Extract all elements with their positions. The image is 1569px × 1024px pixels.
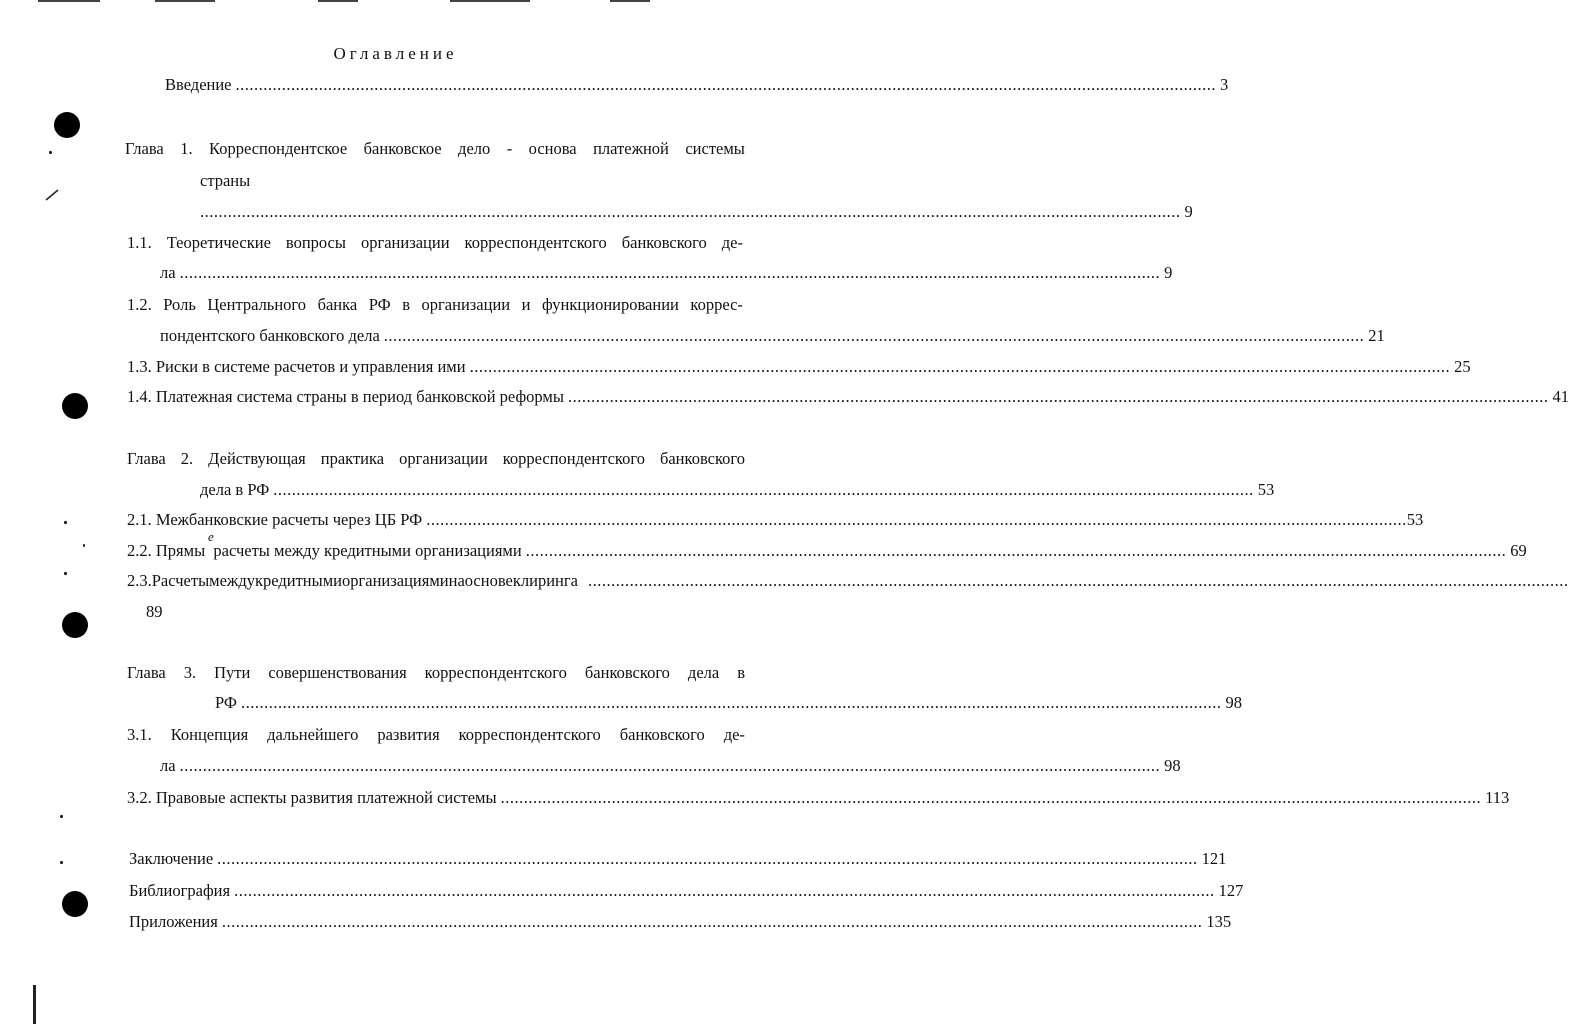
page-number: 69: [1510, 541, 1527, 560]
chapter-2-title-cont: [200, 479, 1275, 501]
page-number: 121: [1201, 849, 1227, 868]
section-1-1-cont: [160, 262, 1173, 284]
word: Концепция: [170, 725, 249, 744]
toc-entry-appendices: [129, 911, 1232, 933]
dot-leader: ....................................................................................................................................................................................................................: [587, 571, 1569, 590]
word: -: [506, 139, 513, 158]
toc-label: Приложения: [129, 912, 218, 931]
toc-label: 1.3. Риски в системе расчетов и управления ими: [127, 357, 466, 376]
toc-entry-bibliography: [129, 880, 1244, 902]
page-number: 135: [1206, 912, 1232, 931]
word: корреспондентского: [502, 449, 645, 468]
word: 3.: [183, 663, 197, 682]
word: организации: [399, 449, 488, 468]
section-1-3: [127, 356, 1471, 378]
scan-artifact-top-line: [318, 0, 358, 2]
chapter-3-title-cont: [215, 692, 1242, 714]
dot-leader: ....................................................................................................................................................................................................................: [179, 263, 1161, 282]
page-number: 21: [1368, 326, 1385, 345]
word: банковского: [584, 663, 670, 682]
word: организациями: [341, 571, 449, 590]
word: банковское: [363, 139, 442, 158]
section-3-1-cont: [160, 755, 1181, 777]
word: дело: [458, 139, 491, 158]
word: 1.1.: [127, 233, 152, 252]
toc-label: дела в РФ: [200, 480, 270, 499]
section-1-4: [127, 386, 1569, 408]
section-1-2: [127, 294, 743, 316]
dot-leader: ....................................................................................................................................................................................................................: [383, 326, 1365, 345]
word: 2.: [180, 449, 194, 468]
section-2-3-page: 89: [146, 602, 163, 621]
section-3-2: [127, 787, 1510, 809]
word: корреспондентского: [424, 663, 567, 682]
dot-leader: ....................................................................................................................................................................................................................: [200, 202, 1181, 221]
page-number: 53: [1257, 480, 1275, 499]
section-1-1: [127, 232, 743, 254]
dot-leader: ....................................................................................................................................................................................................................: [469, 357, 1451, 376]
toc-label: 2.2. Прямы расчеты между кредитными организациями: [127, 541, 522, 560]
word: платежной: [593, 139, 669, 158]
scan-speck: [49, 151, 52, 154]
word: де-: [721, 233, 743, 252]
word: организации: [360, 233, 450, 252]
word: корреспондентского: [464, 233, 607, 252]
handwritten-correction: е: [208, 529, 214, 544]
chapter-3-title: [127, 662, 745, 684]
page-number: 98: [1164, 756, 1181, 775]
word: системы: [685, 139, 745, 158]
word: вопросы: [285, 233, 346, 252]
word: корреспондентского: [458, 725, 601, 744]
scan-speck: [60, 861, 63, 864]
binder-hole: [62, 612, 88, 638]
dot-leader: ....................................................................................................................................................................................................................: [234, 881, 1215, 900]
word: Роль: [163, 295, 196, 314]
word: банка: [317, 295, 358, 314]
page-number: 53: [1406, 510, 1424, 529]
word: Пути: [214, 663, 251, 682]
scan-artifact-top-line: [38, 0, 100, 2]
page-number: 9: [1164, 263, 1173, 282]
word: 3.1.: [127, 725, 152, 744]
chapter-2-title: [127, 448, 745, 470]
page-number: 41: [1552, 387, 1569, 406]
toc-label: РФ: [215, 693, 237, 712]
dot-leader: ....................................................................................................................................................................................................................: [240, 693, 1222, 712]
chapter-1-page-line: [200, 201, 1193, 223]
pen-mark: [44, 186, 62, 202]
section-3-1: [127, 724, 745, 746]
word: Центрального: [207, 295, 307, 314]
scan-artifact-left-edge: [33, 985, 36, 1024]
word: 1.: [180, 139, 193, 158]
page-number: 127: [1218, 881, 1244, 900]
word: коррес-: [690, 295, 743, 314]
scan-speck: [64, 572, 67, 575]
word: Расчеты: [151, 571, 210, 590]
toc-label: 2.1. Межбанковские расчеты через ЦБ РФ: [127, 510, 423, 529]
toc-entry-introduction: [165, 74, 1229, 96]
toc-label: 3.2. Правовые аспекты развития платежной системы: [127, 788, 497, 807]
toc-label: Библиография: [129, 881, 231, 900]
word: клиринга: [512, 571, 578, 590]
word: между: [209, 571, 255, 590]
page-title: Оглавление: [333, 44, 458, 63]
word: функционировании: [542, 295, 679, 314]
word: банковского: [619, 725, 705, 744]
word: практика: [320, 449, 385, 468]
page-number: 25: [1454, 357, 1471, 376]
word: Глава: [125, 139, 164, 158]
dot-leader: ....................................................................................................................................................................................................................: [426, 510, 1407, 529]
word: Глава: [127, 449, 166, 468]
scan-artifact-top-line: [610, 0, 650, 2]
page-number: 98: [1225, 693, 1242, 712]
dot-leader: ....................................................................................................................................................................................................................: [525, 541, 1507, 560]
page-number: 9: [1184, 202, 1193, 221]
toc-label: ла: [160, 263, 176, 282]
chapter-1-title: [125, 138, 745, 160]
toc-label: ла: [160, 756, 176, 775]
word: банковского: [621, 233, 707, 252]
word: совершенствования: [268, 663, 407, 682]
word: дела: [687, 663, 720, 682]
binder-hole: [62, 891, 88, 917]
binder-hole: [54, 112, 80, 138]
dot-leader: ....................................................................................................................................................................................................................: [235, 75, 1217, 94]
section-1-2-cont: [160, 325, 1385, 347]
word: дальнейшего: [267, 725, 359, 744]
word: основа: [528, 139, 577, 158]
word: в: [402, 295, 410, 314]
word: на: [448, 571, 465, 590]
word: Теоретические: [166, 233, 271, 252]
word: развития: [377, 725, 440, 744]
toc-label: Заключение: [129, 849, 214, 868]
section-2-2: [127, 540, 1527, 562]
word: Действующая: [208, 449, 306, 468]
toc-label: пондентского банковского дела: [160, 326, 380, 345]
scan-speck: [60, 815, 63, 818]
word: основе: [464, 571, 513, 590]
scan-artifact-top-line: [450, 0, 530, 2]
page-number: 113: [1485, 788, 1510, 807]
section-2-1: [127, 509, 1424, 531]
word: Глава: [127, 663, 166, 682]
word: и: [521, 295, 531, 314]
binder-hole: [62, 393, 88, 419]
dot-leader: ....................................................................................................................................................................................................................: [500, 788, 1482, 807]
dot-leader: ....................................................................................................................................................................................................................: [221, 912, 1203, 931]
toc-entry-conclusion: [129, 848, 1227, 870]
word: банковского: [659, 449, 745, 468]
word: 2.3.: [127, 571, 152, 590]
word: организации: [421, 295, 511, 314]
chapter-1-title-cont: страны: [200, 171, 251, 190]
word: в: [737, 663, 745, 682]
word: де-: [723, 725, 745, 744]
scan-speck: [83, 544, 85, 547]
word: 1.2.: [127, 295, 152, 314]
scan-artifact-top-line: [155, 0, 215, 2]
toc-label: 1.4. Платежная система страны в период банковской реформы: [127, 387, 564, 406]
dot-leader: ....................................................................................................................................................................................................................: [179, 756, 1161, 775]
dot-leader: ....................................................................................................................................................................................................................: [217, 849, 1198, 868]
dot-leader: ....................................................................................................................................................................................................................: [567, 387, 1549, 406]
scan-speck: [64, 521, 67, 524]
word: кредитными: [254, 571, 342, 590]
word: Корреспондентское: [209, 139, 348, 158]
word: РФ: [368, 295, 391, 314]
page-number: 3: [1220, 75, 1229, 94]
dot-leader: ....................................................................................................................................................................................................................: [273, 480, 1254, 499]
toc-label: Введение: [165, 75, 232, 94]
section-2-3: [127, 570, 1569, 592]
